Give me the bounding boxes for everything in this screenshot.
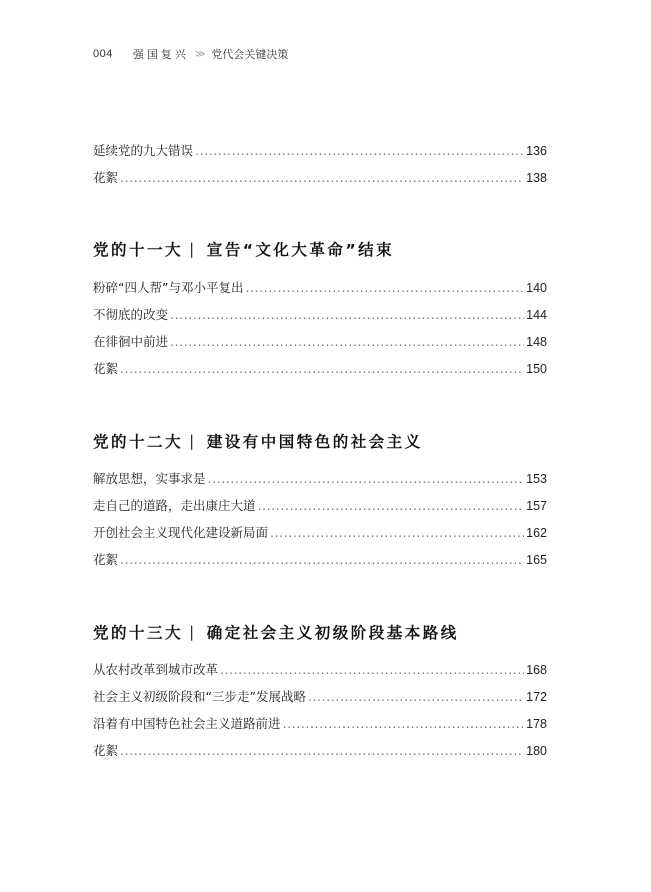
section-heading	[93, 238, 553, 260]
section-theme: 建设有中国特色的社会主义	[206, 433, 423, 451]
toc-entry[interactable]	[93, 714, 547, 734]
dot-leader	[270, 525, 524, 540]
toc-entry[interactable]	[93, 332, 547, 352]
section-congress: 党的十二大	[93, 433, 184, 451]
toc-entry-page: 168	[526, 663, 547, 677]
toc-entry-title: 开创社会主义现代化建设新局面	[93, 525, 269, 540]
section-heading	[93, 621, 553, 643]
toc-entry[interactable]	[93, 741, 547, 761]
toc-entry-title: 社会主义初级阶段和“三步走”发展战略	[93, 689, 306, 704]
toc-entry-title: 延续党的九大错误	[93, 143, 194, 158]
section-divider: |	[189, 432, 197, 450]
toc-entry[interactable]	[93, 687, 547, 707]
toc-entry[interactable]	[93, 469, 547, 489]
toc-entry-title: 从农村改革到城市改革	[93, 662, 219, 677]
toc-entry-page: 150	[526, 362, 547, 376]
toc-entry[interactable]	[93, 523, 547, 543]
toc-entry-page: 157	[526, 499, 547, 513]
dot-leader	[120, 170, 524, 185]
dot-leader	[120, 743, 524, 758]
toc-entry[interactable]	[93, 168, 547, 188]
section-theme: 确定社会主义初级阶段基本路线	[206, 624, 459, 642]
toc-entry-title: 走自己的道路，走出康庄大道	[93, 498, 256, 513]
header-separator-icon: ≫	[194, 48, 206, 60]
toc-entry[interactable]	[93, 660, 547, 680]
section-congress: 党的十一大	[93, 241, 184, 259]
toc-entry-page: 172	[526, 690, 547, 704]
dot-leader	[220, 662, 524, 677]
toc-entry[interactable]	[93, 496, 547, 516]
dot-leader	[170, 307, 524, 322]
dot-leader	[283, 716, 525, 731]
page-number: 004	[93, 48, 113, 60]
dot-leader	[195, 143, 524, 158]
toc-entry[interactable]	[93, 550, 547, 570]
toc-entry-title: 花絮	[93, 552, 119, 567]
section-divider: |	[189, 623, 197, 641]
book-title: 强国复兴	[132, 48, 189, 61]
dot-leader	[208, 471, 525, 486]
running-header	[93, 44, 288, 64]
section-divider: |	[189, 240, 197, 258]
toc-entry-page: 162	[526, 526, 547, 540]
toc-entry-page: 153	[526, 472, 547, 486]
dot-leader	[308, 689, 524, 704]
dot-leader	[245, 280, 524, 295]
dot-leader	[120, 552, 524, 567]
toc-entry-title: 粉碎“四人帮”与邓小平复出	[93, 280, 244, 295]
toc-entry-page: 140	[526, 281, 547, 295]
toc-entry-title: 沿着有中国特色社会主义道路前进	[93, 716, 281, 731]
toc-entry-page: 138	[526, 171, 547, 185]
toc-entry-page: 136	[526, 144, 547, 158]
section-congress: 党的十三大	[93, 624, 184, 642]
toc-entry-page: 180	[526, 744, 547, 758]
toc-entry-title: 花絮	[93, 743, 119, 758]
toc-entry-title: 不彻底的改变	[93, 307, 169, 322]
toc-entry-page: 178	[526, 717, 547, 731]
toc-entry[interactable]	[93, 359, 547, 379]
dot-leader	[170, 334, 524, 349]
toc-entry-title: 花絮	[93, 361, 119, 376]
toc-entry-title: 在徘徊中前进	[93, 334, 169, 349]
book-subtitle: 党代会关键决策	[211, 48, 289, 61]
toc-entry[interactable]	[93, 278, 547, 298]
section-theme: 宣告“文化大革命”结束	[206, 241, 395, 259]
toc-entry[interactable]	[93, 141, 547, 161]
section-heading	[93, 430, 553, 452]
toc-entry-title: 解放思想，实事求是	[93, 471, 206, 486]
toc-entry-page: 165	[526, 553, 547, 567]
toc-entry-page: 148	[526, 335, 547, 349]
dot-leader	[120, 361, 524, 376]
toc-entry[interactable]	[93, 305, 547, 325]
toc-entry-page: 144	[526, 308, 547, 322]
toc-entry-title: 花絮	[93, 170, 119, 185]
dot-leader	[258, 498, 525, 513]
